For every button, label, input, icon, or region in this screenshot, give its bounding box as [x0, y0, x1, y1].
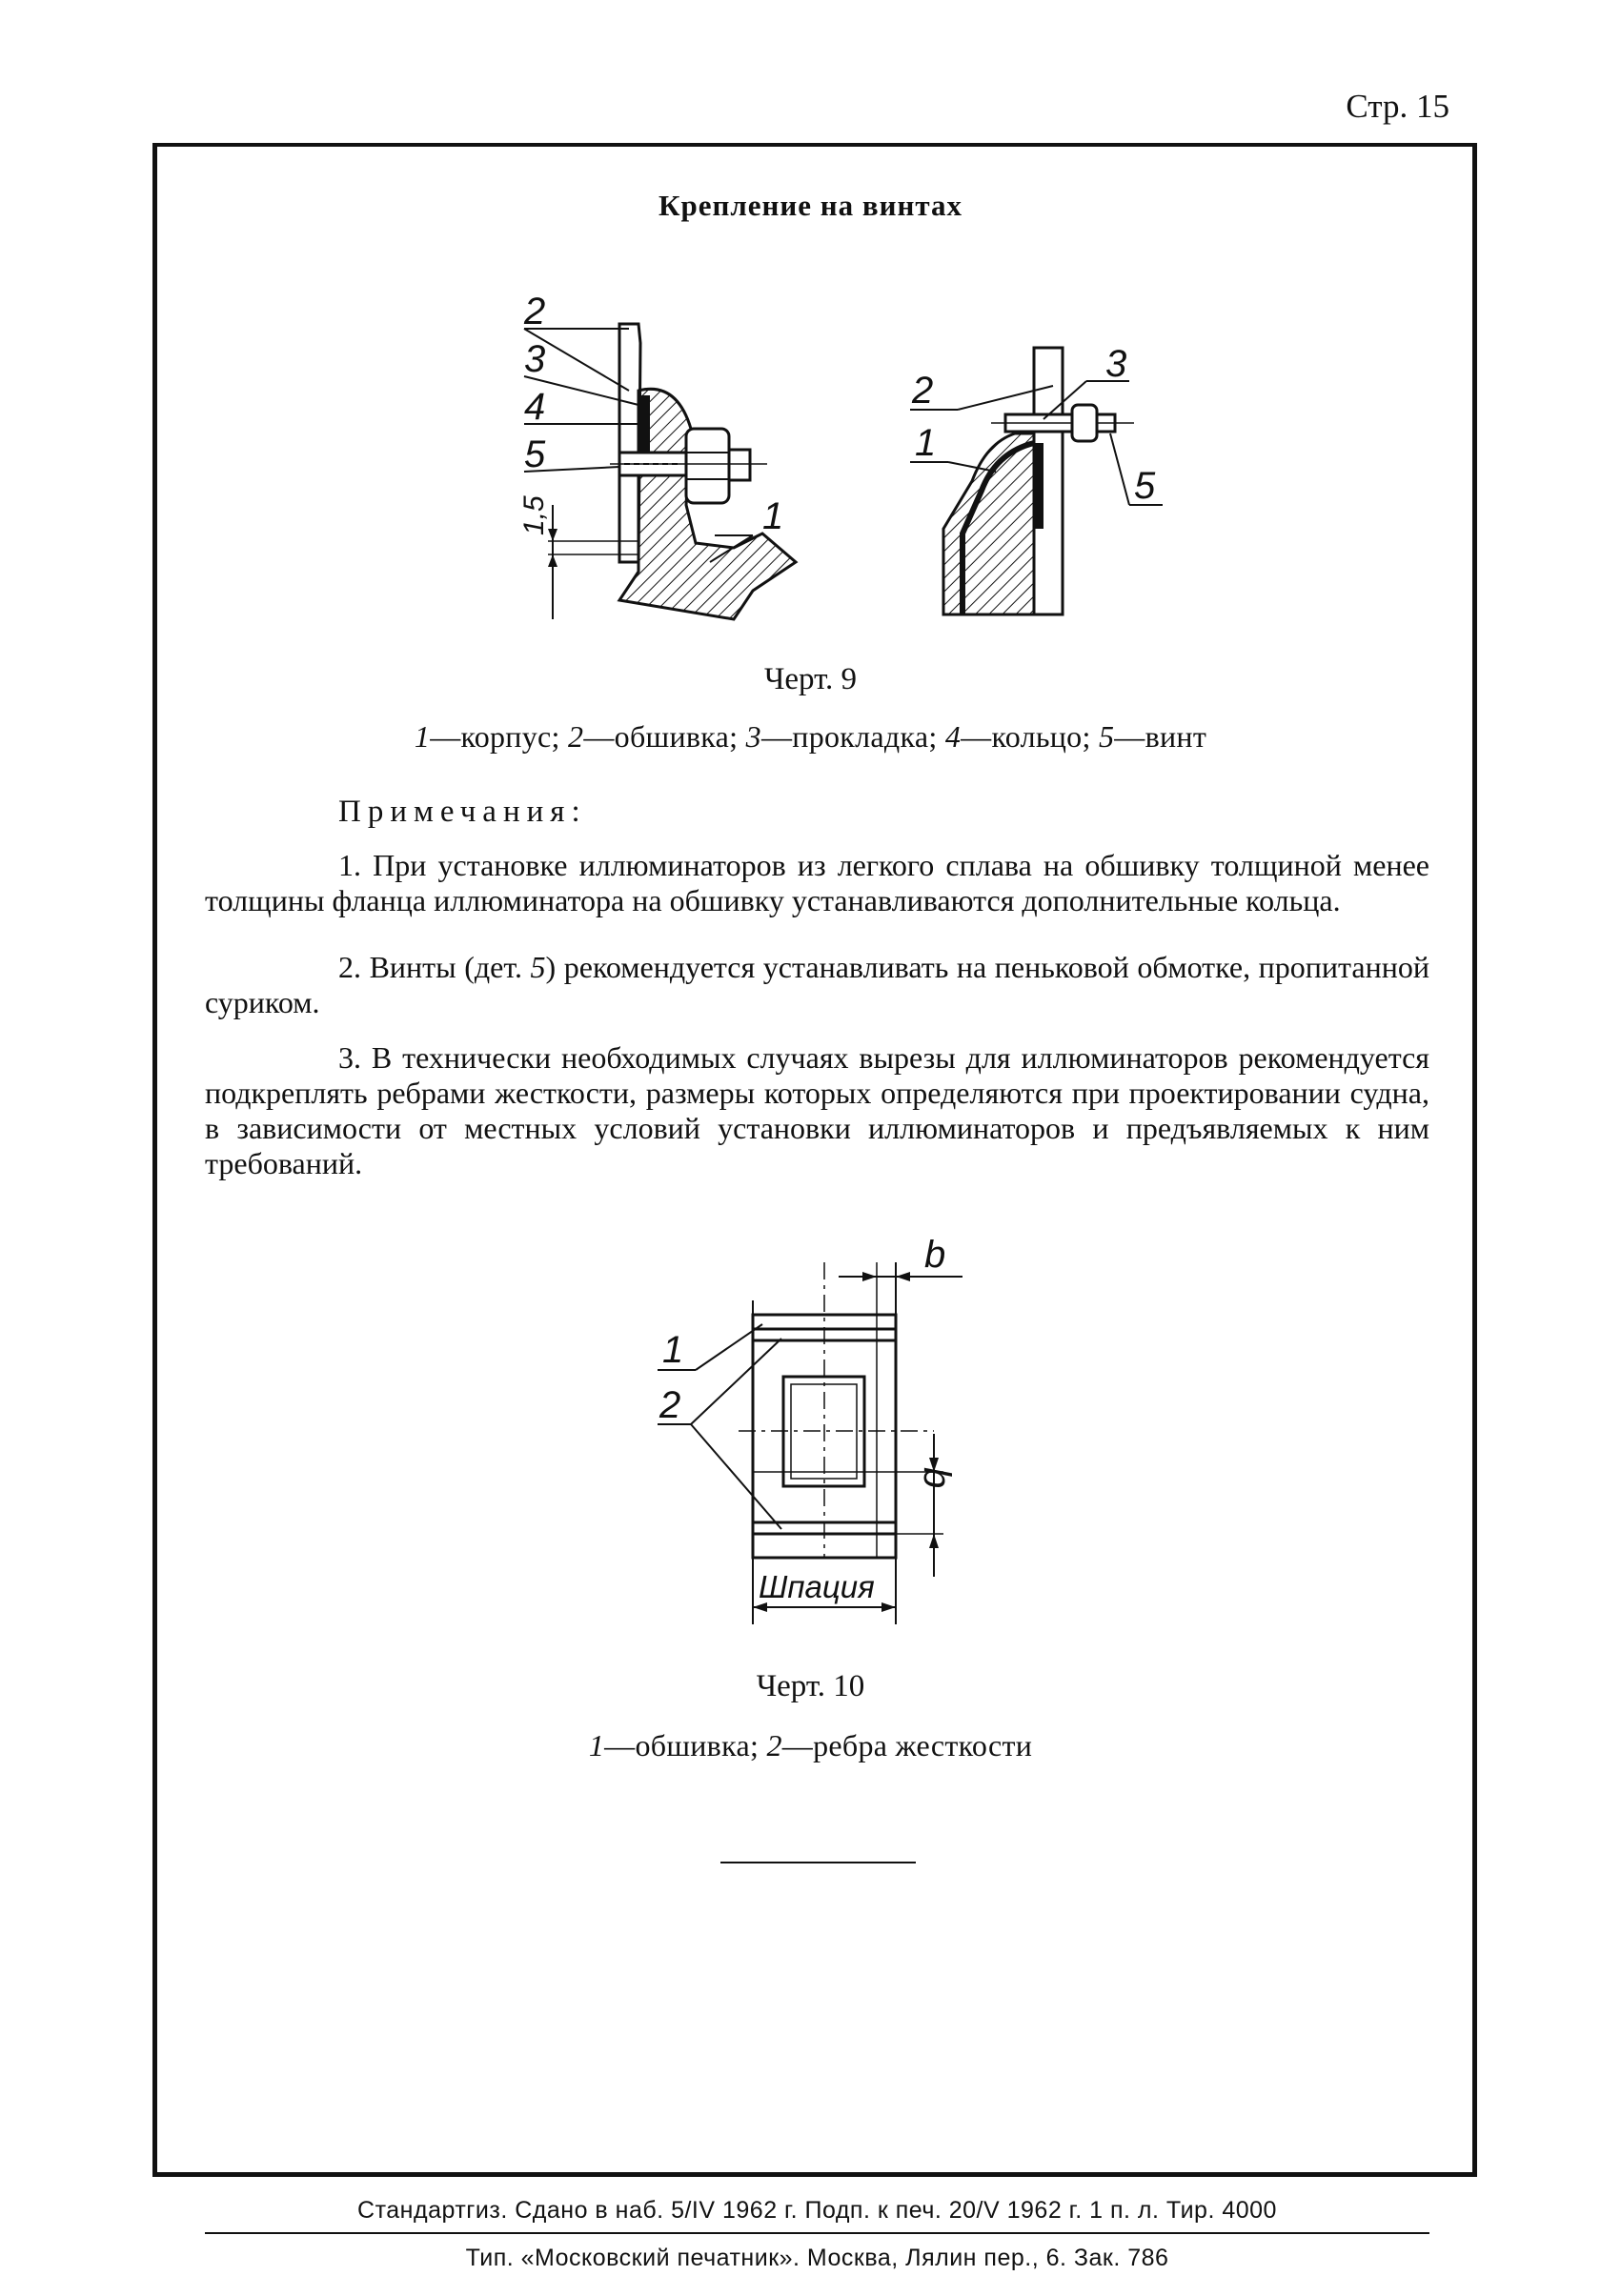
fig9-right-label-1: 1 [915, 422, 937, 464]
figure10-drawing [648, 1234, 991, 1643]
fig9-right-label-5: 5 [1134, 465, 1156, 507]
legend9-item-4: 4—кольцо; [944, 719, 1099, 754]
section-title: Крепление на винтах [659, 189, 962, 222]
imprint-rule [205, 2232, 1429, 2234]
notes-heading: Примечания: [338, 795, 587, 829]
imprint-line-1: Стандартгиз. Сдано в наб. 5/IV 1962 г. Подп. к печ. 20/V 1962 г. 1 п. л. Тир. 4000 [357, 2197, 1277, 2224]
fig9-right-label-3: 3 [1105, 343, 1127, 385]
figure9-right-drawing [901, 338, 1167, 634]
legend10-item-1: 1—обшивка; [588, 1728, 767, 1762]
fig9-right-label-2: 2 [912, 370, 934, 412]
fig10-label-b-right: b [916, 1467, 958, 1489]
fig10-label-b-top: b [924, 1234, 946, 1276]
note-2: 2. Винты (дет. 5) рекомендуется устанавливать на пеньковой обмотке, пропитанной суриком. [205, 950, 1430, 1019]
legend9-item-3: 3—прокладка; [745, 719, 945, 754]
legend9-item-1: 1—корпус; [414, 719, 569, 754]
page-number: Стр. 15 [1346, 88, 1449, 125]
fig9-left-label-3: 3 [524, 338, 546, 380]
figure10-caption: Черт. 10 [756, 1669, 865, 1703]
fig9-left-label-1: 1 [762, 495, 784, 537]
figure9-left-drawing [496, 286, 839, 638]
note-3: 3. В технически необходимых случаях вырезы для иллюминаторов рекомендуется подкреплять ребрами жесткости, размеры которых определяются при проектировании судна, в зависимости от местных условий установки иллюминаторов и предъявляемых к ним требований. [205, 1040, 1429, 1180]
fig10-label-spacing: Шпация [759, 1569, 875, 1604]
legend9-item-5: 5—винт [1098, 719, 1207, 754]
legend10-item-2: 2—ребра жесткости [766, 1728, 1033, 1762]
figure9-legend [0, 719, 1621, 755]
note-1: 1. При установке иллюминаторов из легкого сплава на обшивку толщиной менее толщины фланца иллюминатора на обшивку устанавливаются дополнительные кольца. [205, 848, 1429, 917]
fig9-left-label-2: 2 [524, 291, 546, 332]
imprint-line-2: Тип. «Московский печатник». Москва, Лялин пер., 6. Зак. 786 [465, 2245, 1169, 2271]
fig10-label-2: 2 [659, 1384, 681, 1426]
separator-rule [720, 1862, 916, 1863]
fig9-dimension-label: 1,5 [518, 495, 550, 535]
fig9-left-label-5: 5 [524, 433, 546, 475]
legend9-item-2: 2—обшивка; [568, 719, 746, 754]
fig10-label-1: 1 [662, 1329, 684, 1371]
fig9-left-label-4: 4 [524, 386, 546, 428]
figure9-caption: Черт. 9 [763, 662, 858, 696]
figure10-legend [0, 1728, 1621, 1763]
